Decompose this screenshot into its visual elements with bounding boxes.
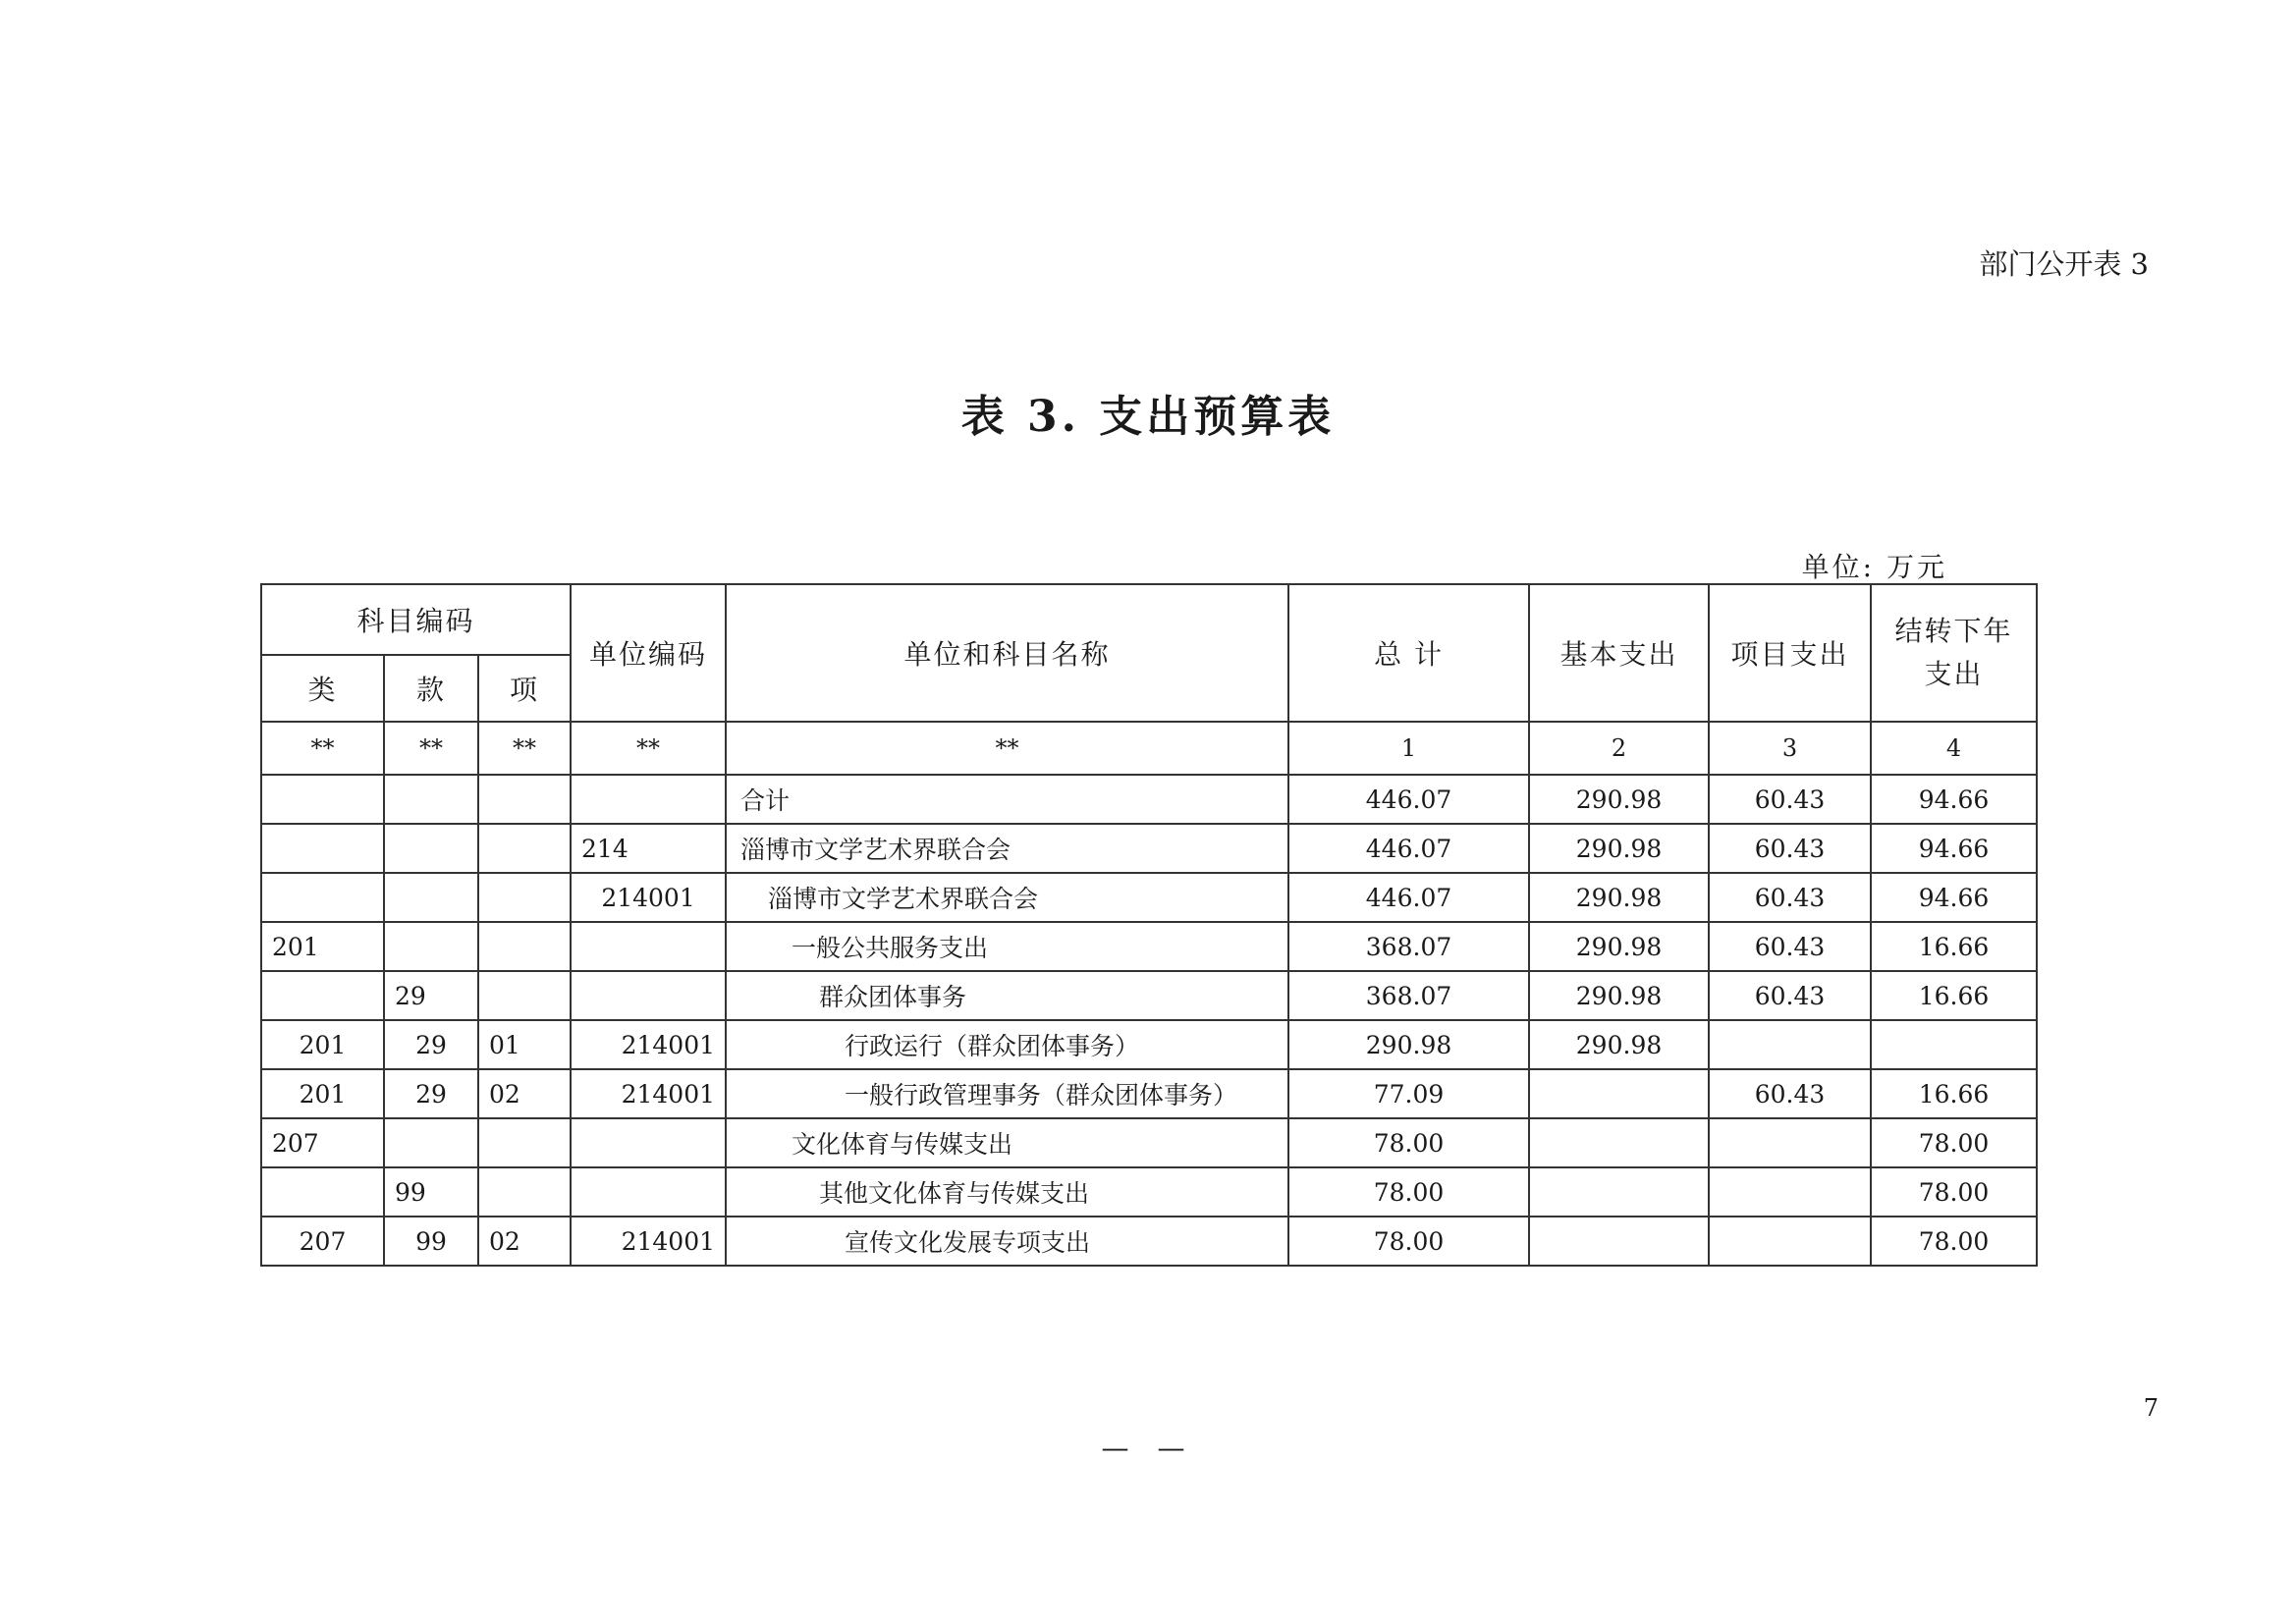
cell-kuan bbox=[384, 873, 478, 922]
header-unit-code: 单位编码 bbox=[571, 584, 726, 722]
cell-name: 一般行政管理事务（群众团体事务） bbox=[726, 1069, 1288, 1118]
index-cell: ** bbox=[478, 722, 571, 775]
cell-project bbox=[1709, 1020, 1871, 1069]
header-xiang: 项 bbox=[478, 655, 571, 722]
index-cell: ** bbox=[726, 722, 1288, 775]
table-row bbox=[261, 775, 2037, 824]
cell-unit-code: 214001 bbox=[571, 1217, 726, 1266]
index-cell: ** bbox=[261, 722, 384, 775]
cell-unit-code bbox=[571, 971, 726, 1020]
cell-lei: 201 bbox=[261, 922, 384, 971]
cell-carry: 78.00 bbox=[1871, 1167, 2037, 1217]
cell-xiang bbox=[478, 922, 571, 971]
cell-basic bbox=[1529, 1217, 1709, 1266]
cell-kuan: 29 bbox=[384, 1069, 478, 1118]
cell-total: 77.09 bbox=[1288, 1069, 1529, 1118]
cell-total: 446.07 bbox=[1288, 824, 1529, 873]
cell-total: 78.00 bbox=[1288, 1167, 1529, 1217]
index-cell: 1 bbox=[1288, 722, 1529, 775]
budget-table bbox=[260, 583, 2038, 1267]
cell-project: 60.43 bbox=[1709, 824, 1871, 873]
cell-name: 文化体育与传媒支出 bbox=[726, 1118, 1288, 1167]
cell-name: 行政运行（群众团体事务） bbox=[726, 1020, 1288, 1069]
index-cell: 2 bbox=[1529, 722, 1709, 775]
cell-basic: 290.98 bbox=[1529, 824, 1709, 873]
cell-xiang bbox=[478, 971, 571, 1020]
cell-lei bbox=[261, 824, 384, 873]
header-basic: 基本支出 bbox=[1529, 584, 1709, 722]
cell-total: 368.07 bbox=[1288, 971, 1529, 1020]
cell-name: 群众团体事务 bbox=[726, 971, 1288, 1020]
cell-project bbox=[1709, 1217, 1871, 1266]
cell-name: 合计 bbox=[726, 775, 1288, 824]
table-row bbox=[261, 1217, 2037, 1266]
cell-lei bbox=[261, 873, 384, 922]
cell-kuan bbox=[384, 1118, 478, 1167]
cell-carry: 16.66 bbox=[1871, 922, 2037, 971]
cell-kuan bbox=[384, 824, 478, 873]
table-row bbox=[261, 824, 2037, 873]
header-name: 单位和科目名称 bbox=[726, 584, 1288, 722]
cell-xiang: 02 bbox=[478, 1217, 571, 1266]
cell-name: 淄博市文学艺术界联合会 bbox=[726, 824, 1288, 873]
cell-name: 宣传文化发展专项支出 bbox=[726, 1217, 1288, 1266]
cell-lei: 207 bbox=[261, 1217, 384, 1266]
index-row bbox=[261, 722, 2037, 775]
unit-label: 单位: 万元 bbox=[1801, 551, 1947, 583]
cell-name: 一般公共服务支出 bbox=[726, 922, 1288, 971]
cell-kuan: 29 bbox=[384, 971, 478, 1020]
cell-unit-code: 214001 bbox=[571, 873, 726, 922]
cell-basic bbox=[1529, 1069, 1709, 1118]
cell-unit-code bbox=[571, 775, 726, 824]
cell-basic: 290.98 bbox=[1529, 1020, 1709, 1069]
cell-carry: 94.66 bbox=[1871, 824, 2037, 873]
cell-xiang bbox=[478, 873, 571, 922]
cell-lei: 201 bbox=[261, 1069, 384, 1118]
cell-basic bbox=[1529, 1118, 1709, 1167]
cell-project: 60.43 bbox=[1709, 1069, 1871, 1118]
cell-basic: 290.98 bbox=[1529, 922, 1709, 971]
cell-lei bbox=[261, 971, 384, 1020]
cell-kuan bbox=[384, 775, 478, 824]
page-number: 7 bbox=[2143, 1394, 2159, 1422]
header-project: 项目支出 bbox=[1709, 584, 1871, 722]
cell-carry: 16.66 bbox=[1871, 1069, 2037, 1118]
cell-basic: 290.98 bbox=[1529, 873, 1709, 922]
table-row bbox=[261, 1020, 2037, 1069]
doc-label: 部门公开表 3 bbox=[1979, 247, 2149, 281]
cell-unit-code: 214001 bbox=[571, 1069, 726, 1118]
table-body bbox=[261, 722, 2037, 1266]
cell-project: 60.43 bbox=[1709, 873, 1871, 922]
cell-carry bbox=[1871, 1020, 2037, 1069]
cell-unit-code: 214 bbox=[571, 824, 726, 873]
index-cell: ** bbox=[384, 722, 478, 775]
cell-name: 其他文化体育与传媒支出 bbox=[726, 1167, 1288, 1217]
cell-total: 368.07 bbox=[1288, 922, 1529, 971]
cell-xiang bbox=[478, 824, 571, 873]
cell-total: 446.07 bbox=[1288, 873, 1529, 922]
table-row bbox=[261, 1118, 2037, 1167]
header-kuan: 款 bbox=[384, 655, 478, 722]
cell-project bbox=[1709, 1118, 1871, 1167]
cell-lei bbox=[261, 775, 384, 824]
index-cell: ** bbox=[571, 722, 726, 775]
table-row bbox=[261, 971, 2037, 1020]
cell-project bbox=[1709, 1167, 1871, 1217]
cell-xiang: 01 bbox=[478, 1020, 571, 1069]
cell-kuan bbox=[384, 922, 478, 971]
cell-carry: 78.00 bbox=[1871, 1118, 2037, 1167]
cell-xiang bbox=[478, 1167, 571, 1217]
cell-unit-code: 214001 bbox=[571, 1020, 726, 1069]
page-title: 表 3. 支出预算表 bbox=[960, 392, 1336, 442]
footer-dash: — — bbox=[1101, 1432, 1195, 1464]
cell-basic: 290.98 bbox=[1529, 775, 1709, 824]
cell-unit-code bbox=[571, 922, 726, 971]
cell-kuan: 99 bbox=[384, 1167, 478, 1217]
cell-xiang bbox=[478, 775, 571, 824]
cell-basic bbox=[1529, 1167, 1709, 1217]
cell-project: 60.43 bbox=[1709, 922, 1871, 971]
cell-xiang: 02 bbox=[478, 1069, 571, 1118]
header-lei: 类 bbox=[261, 655, 384, 722]
cell-project: 60.43 bbox=[1709, 775, 1871, 824]
cell-total: 78.00 bbox=[1288, 1118, 1529, 1167]
cell-total: 78.00 bbox=[1288, 1217, 1529, 1266]
cell-kuan: 29 bbox=[384, 1020, 478, 1069]
cell-carry: 94.66 bbox=[1871, 775, 2037, 824]
cell-lei: 201 bbox=[261, 1020, 384, 1069]
cell-lei: 207 bbox=[261, 1118, 384, 1167]
cell-total: 290.98 bbox=[1288, 1020, 1529, 1069]
cell-name: 淄博市文学艺术界联合会 bbox=[726, 873, 1288, 922]
cell-basic: 290.98 bbox=[1529, 971, 1709, 1020]
index-cell: 4 bbox=[1871, 722, 2037, 775]
header-total: 总 计 bbox=[1288, 584, 1529, 722]
cell-lei bbox=[261, 1167, 384, 1217]
cell-xiang bbox=[478, 1118, 571, 1167]
header-carry: 结转下年支出 bbox=[1871, 584, 2037, 722]
table-row bbox=[261, 1069, 2037, 1118]
index-cell: 3 bbox=[1709, 722, 1871, 775]
cell-kuan: 99 bbox=[384, 1217, 478, 1266]
cell-project: 60.43 bbox=[1709, 971, 1871, 1020]
table-row bbox=[261, 1167, 2037, 1217]
cell-carry: 94.66 bbox=[1871, 873, 2037, 922]
table-row bbox=[261, 873, 2037, 922]
cell-total: 446.07 bbox=[1288, 775, 1529, 824]
cell-carry: 78.00 bbox=[1871, 1217, 2037, 1266]
cell-carry: 16.66 bbox=[1871, 971, 2037, 1020]
cell-unit-code bbox=[571, 1167, 726, 1217]
table-row bbox=[261, 922, 2037, 971]
header-subject-code: 科目编码 bbox=[261, 584, 571, 655]
cell-unit-code bbox=[571, 1118, 726, 1167]
